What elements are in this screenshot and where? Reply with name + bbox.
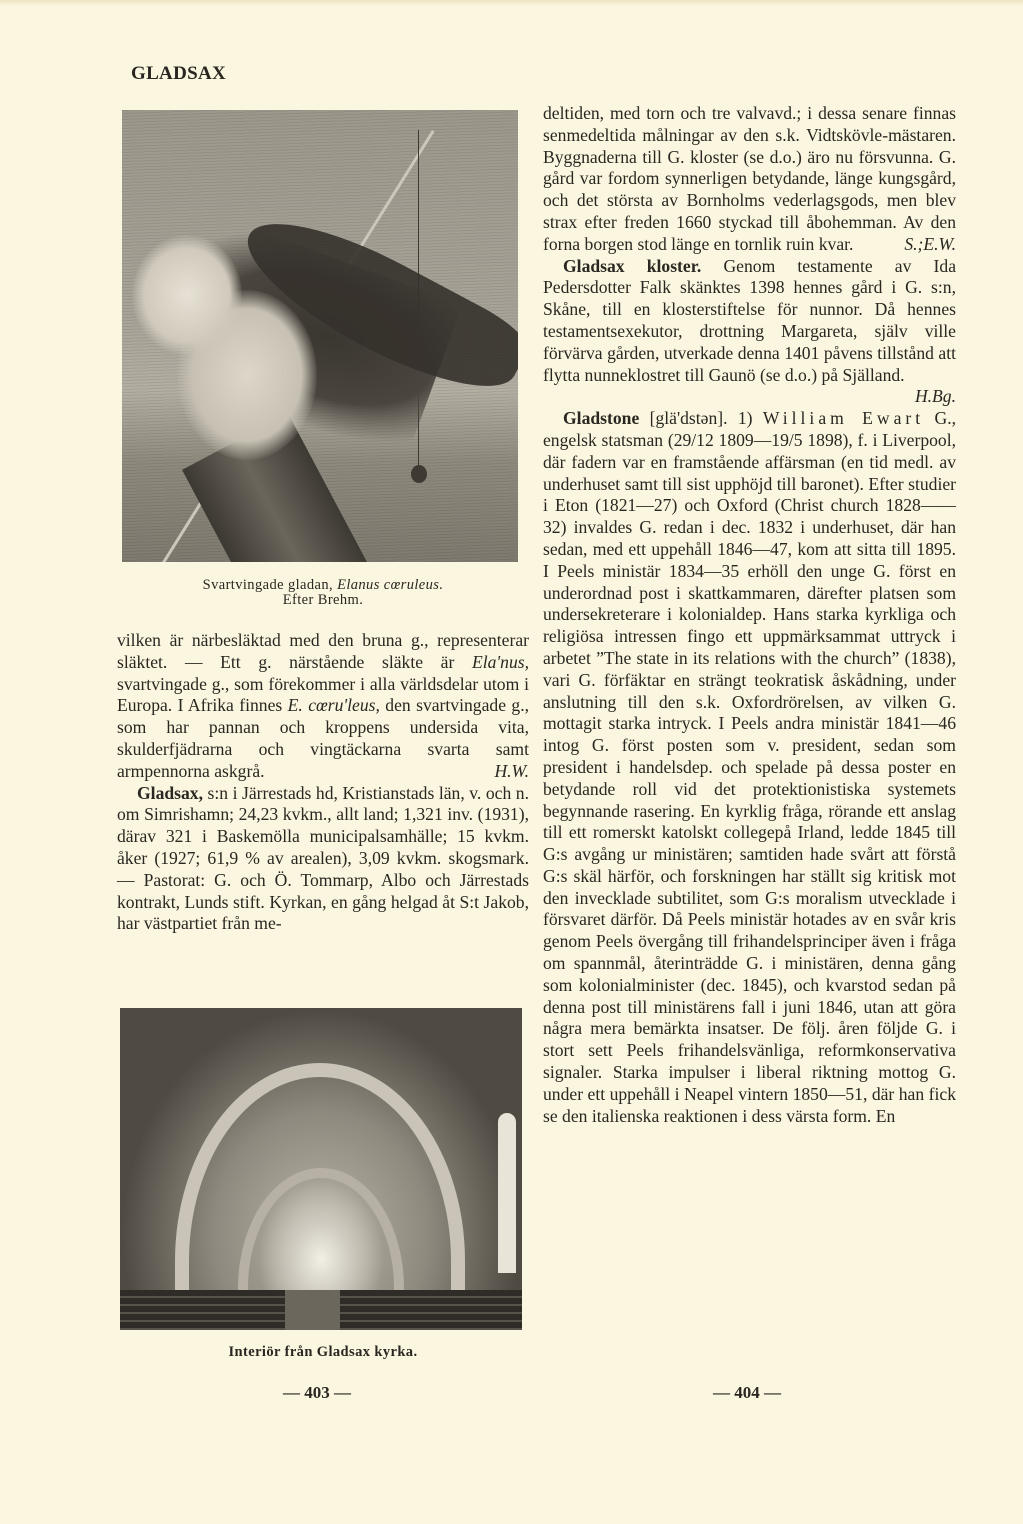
right-column	[543, 103, 956, 1127]
kite-illustration	[122, 110, 518, 562]
bird-caption-line1	[117, 578, 529, 593]
church-caption: Interiör från Gladsax kyrka.	[228, 1344, 418, 1360]
entry-text: Genom testamente av Ida Pedersdotter Falk skänktes 1398 hennes gård i G. s:n, Skåne, till en klosterstiftelse för nunnor. Då hennes testamentsexekutor, drottning Margareta, själv ville förvärva gården, utverkade denna 1401 påvens tillstånd att flytta nunneklostret till Gaunö (se d.o.) på Själland.	[543, 255, 957, 385]
page-edge	[0, 0, 1023, 6]
text: den svartvingade g., som har pannan och kroppens undersida vita, skulderfjädrarna och vingtäckarna svarta samt armpennorna askgrå.	[117, 695, 529, 781]
entry-headword: Gladstone	[563, 408, 640, 429]
gladstone-entry	[543, 408, 956, 1127]
italic-species: E. cœru'leus,	[287, 695, 380, 716]
spaced-name: William Ewart	[762, 408, 925, 429]
entry-headword: Gladsax kloster.	[563, 255, 702, 276]
elanus-paragraph	[117, 630, 529, 783]
left-column	[117, 630, 529, 935]
text: svartvingade g., som förekommer i alla världsdelar utom i Europa. I Afrika finnes	[117, 673, 529, 716]
running-head: GLADSAX	[131, 63, 227, 84]
author-signature: H.W.	[494, 760, 529, 781]
entry-text: G., engelsk statsman (29/12 1809—19/5 1898), f. i Liverpool, där fadern var en framstående affärsman (en tid medl. av underhuset samt till sist upphöjd till baronet). Efter studier i Eton (1821—27) och Oxford (Christ church 1828——32) invaldes G. redan i dec. 1832 i underhuset, där han sedan, med ett uppehåll 1846—47, kom att sitta till 1895. I Peels ministär 1834—35 erhöll den unge G. först en underordnad post i skattkammaren, därefter platsen som undersekreterare i kolonialdep. Hans starka kyrkliga och religiösa intressen fingo ett uppmärksammat uttryck i arbetet ”The state in its relations with the church” (1838), vari G. förfäktar en strängt teokratisk åskådning, under anslutning till den s.k. Oxfordrörelsen, av vilken G. mottagit starka intryck. I Peels andra ministär 1841—46 intog G. först posten som v. president, sedan som president i handelsdep. och spelade på dessa poster en betydande roll vid det protektionistiska systemets begynnande rasering. En kyrklig fråga, rörande ett anslag till ett romerskt katolskt collegepå Irland, ledde 1845 till G:s avgång ur ministären; samtiden hade svårt att förstå G:s skäl härför, och forskningen har ställt sig kritisk mot den invecklade subtilitet, som G:s moralism utvecklade i försvaret därför. Då Peels ministär hotades av en svår kris genom Peels övergång till frihandelsprinciper även i fråga om spannmål, återinträdde G. i ministären, denna gång som kolonialminister (dec. 1845), och kvarstod sedan på denna post till ministärens fall i juni 1846, utan att göra några mera bemärkta insatser. De följ. åren följde G. i stort sett Peels frihandelsvänliga, reformkonservativa signaler. Starka impulser i liberal riktning mottog G. under ett uppehåll i Neapel vintern 1850—51, där han fick se den italienska reaktionen i dess värsta form. En	[543, 408, 956, 1126]
gladsax-continued	[543, 103, 956, 256]
hanging-weight	[411, 465, 427, 483]
bird-caption-line2: Efter Brehm.	[282, 592, 364, 608]
church-window	[498, 1113, 516, 1273]
pronunciation: [glä'dstən]. 1)	[639, 408, 763, 429]
caption-text: Svartvingade gladan,	[202, 577, 338, 593]
aisle	[285, 1290, 340, 1330]
text: deltiden, med torn och tre valvavd.; i dessa senare finnas senmedeltida målningar av den s.k. Vidtskövle-mästaren. Byggnaderna till G. kloster (se d.o.) äro nu försvunna. G. gård var fordom synnerligen betydande, länge kungsgård, och det största av Bornholms vederlagsgods, men blev strax efter freden 1660 styckad till åbohemman. Av den forna borgen stod länge en tornlik ruin kvar.	[543, 103, 956, 254]
caption-species: Elanus cœruleus.	[337, 577, 444, 593]
entry-headword: Gladsax,	[137, 782, 203, 803]
author-signature: S.;E.W.	[904, 233, 956, 254]
author-signature: H.Bg.	[914, 386, 956, 407]
page-number-right: — 404 —	[713, 1383, 781, 1402]
italic-genus: Ela'nus,	[471, 651, 529, 672]
gladsax-kloster-entry	[543, 256, 956, 387]
page-number-left: — 403 —	[283, 1383, 351, 1402]
gladsax-entry	[117, 783, 529, 936]
bird-head	[132, 235, 242, 355]
church-interior-photo	[120, 1008, 522, 1330]
bird-caption	[117, 578, 529, 608]
entry-text: s:n i Järrestads hd, Kristianstads län, v. och n. om Simrishamn; 24,23 kvkm., allt land; 1,321 inv. (1931), därav 321 i Baskemölla municipalsamhälle; 15 kvkm. åker (1927; 61,9 % av arealen), 3,09 kvkm. skogsmark. — Pastorat: G. och Ö. Tommarp, Albo och Järrestads kontrakt, Lunds stift. Kyrkan, en gång helgad åt S:t Jakob, har västpartiet från me-	[117, 782, 529, 934]
text: vilken är närbesläktad med den bruna g., representerar släktet. — Ett g. närstående släkte är	[117, 630, 529, 672]
